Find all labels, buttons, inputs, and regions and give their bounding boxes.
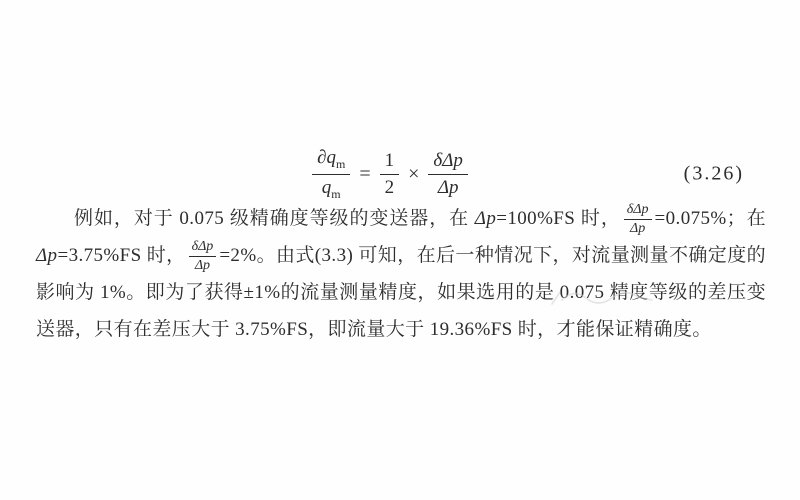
equation-row [0, 146, 800, 202]
variable: Δp [474, 208, 497, 229]
lhs-fraction [312, 147, 350, 201]
inline-fraction-numerator: δΔp [189, 239, 217, 257]
inline-fraction-numerator: δΔp [624, 202, 652, 220]
lhs-numerator-subscript: m [336, 156, 346, 171]
inline-fraction [189, 239, 217, 274]
lhs-numerator: ∂q [317, 146, 336, 168]
inline-fraction-denominator: Δp [630, 221, 646, 237]
coefficient-denominator: 2 [384, 176, 395, 198]
coefficient-fraction [380, 150, 400, 199]
rhs-fraction [428, 150, 467, 199]
paragraph-text: 例如，对于 0.075 级精确度等级的变送器，在 Δp=100%FS 时， δΔp Δp =0.075%；在 Δp=3.75%FS 时， δΔp Δp =2%。由式(3.3) 可知，在后一种情况下，对流量测量不确定度的影响为 1%。即为了获得±1%的流量测量精度，如果选用的是 0.075 精度等级的差压变送器，只有在差压大于 3.75%FS，即流量大于 19.36%FS 时，才能保证精确度。 [36, 202, 767, 341]
lhs-denominator-subscript: m [331, 186, 341, 201]
rhs-numerator: δΔp [428, 150, 467, 175]
inline-fraction [624, 202, 652, 237]
equation-body [310, 147, 470, 201]
multiplication-sign: × [408, 162, 420, 185]
rhs-denominator: Δp [437, 176, 459, 198]
coefficient-numerator: 1 [380, 150, 400, 175]
inline-fraction-denominator: Δp [194, 258, 211, 274]
equation-number: (3.26) [683, 162, 744, 185]
lhs-denominator: q [321, 176, 332, 198]
equals-sign: = [359, 162, 371, 185]
variable: Δp [36, 245, 58, 267]
